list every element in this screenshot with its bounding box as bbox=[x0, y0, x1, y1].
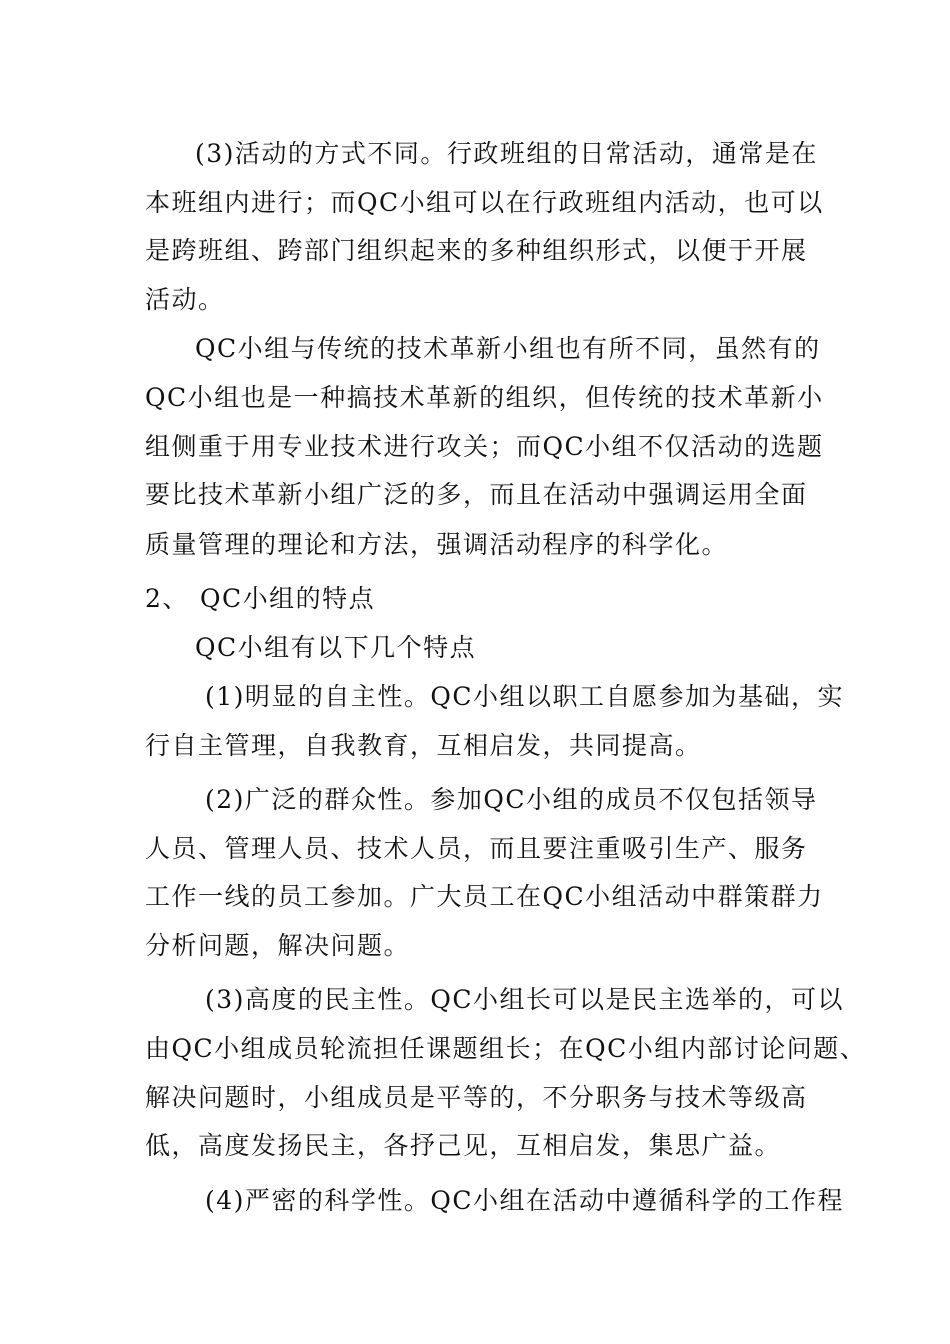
paragraph-line: (2)广泛的群众性。参加QC小组的成员不仅包括领导 bbox=[205, 785, 818, 814]
paragraph-line: QC小组也是一种搞技术革新的组织，但传统的技术革新小 bbox=[145, 383, 824, 412]
paragraph-line: QC小组有以下几个特点 bbox=[195, 633, 477, 662]
paragraph-line: (4)严密的科学性。QC小组在活动中遵循科学的工作程 bbox=[205, 1186, 845, 1215]
paragraph-line: 低，高度发扬民主，各抒己见，互相启发，集思广益。 bbox=[145, 1131, 782, 1160]
paragraph-line: 要比技术革新小组广泛的多，而且在活动中强调运用全面 bbox=[145, 480, 808, 509]
paragraph-line: 行自主管理，自我教育，互相启发，共同提高。 bbox=[145, 731, 702, 760]
paragraph-line: 分析问题，解决问题。 bbox=[145, 931, 411, 960]
paragraph-line: 活动。 bbox=[145, 285, 225, 314]
paragraph-line: 本班组内进行；而QC小组可以在行政班组内活动，也可以 bbox=[145, 188, 824, 217]
paragraph-line: 解决问题时，小组成员是平等的，不分职务与技术等级高 bbox=[145, 1083, 808, 1112]
paragraph-line: 是跨班组、跨部门组织起来的多种组织形式，以便于开展 bbox=[145, 236, 808, 265]
paragraph-line: QC小组与传统的技术革新小组也有所不同，虽然有的 bbox=[195, 334, 821, 363]
paragraph-line: (1)明显的自主性。QC小组以职工自愿参加为基础，实 bbox=[205, 682, 845, 711]
paragraph-line: (3)高度的民主性。QC小组长可以是民主选举的，可以 bbox=[205, 985, 845, 1014]
section-number: 2、 bbox=[145, 584, 189, 613]
paragraph-line: 由QC小组成员轮流担任课题组长；在QC小组内部讨论问题、 bbox=[145, 1034, 867, 1063]
section-title: QC小组的特点 bbox=[200, 584, 376, 613]
paragraph-line: 人员、管理人员、技术人员，而且要注重吸引生产、服务 bbox=[145, 834, 808, 863]
paragraph-line: (3)活动的方式不同。行政班组的日常活动，通常是在 bbox=[195, 139, 818, 168]
paragraph-line: 组侧重于用专业技术进行攻关；而QC小组不仅活动的选题 bbox=[145, 432, 824, 461]
section-heading bbox=[145, 583, 845, 623]
paragraph-line: 质量管理的理论和方法，强调活动程序的科学化。 bbox=[145, 530, 729, 559]
paragraph-line: 工作一线的员工参加。广大员工在QC小组活动中群策群力 bbox=[145, 882, 824, 911]
